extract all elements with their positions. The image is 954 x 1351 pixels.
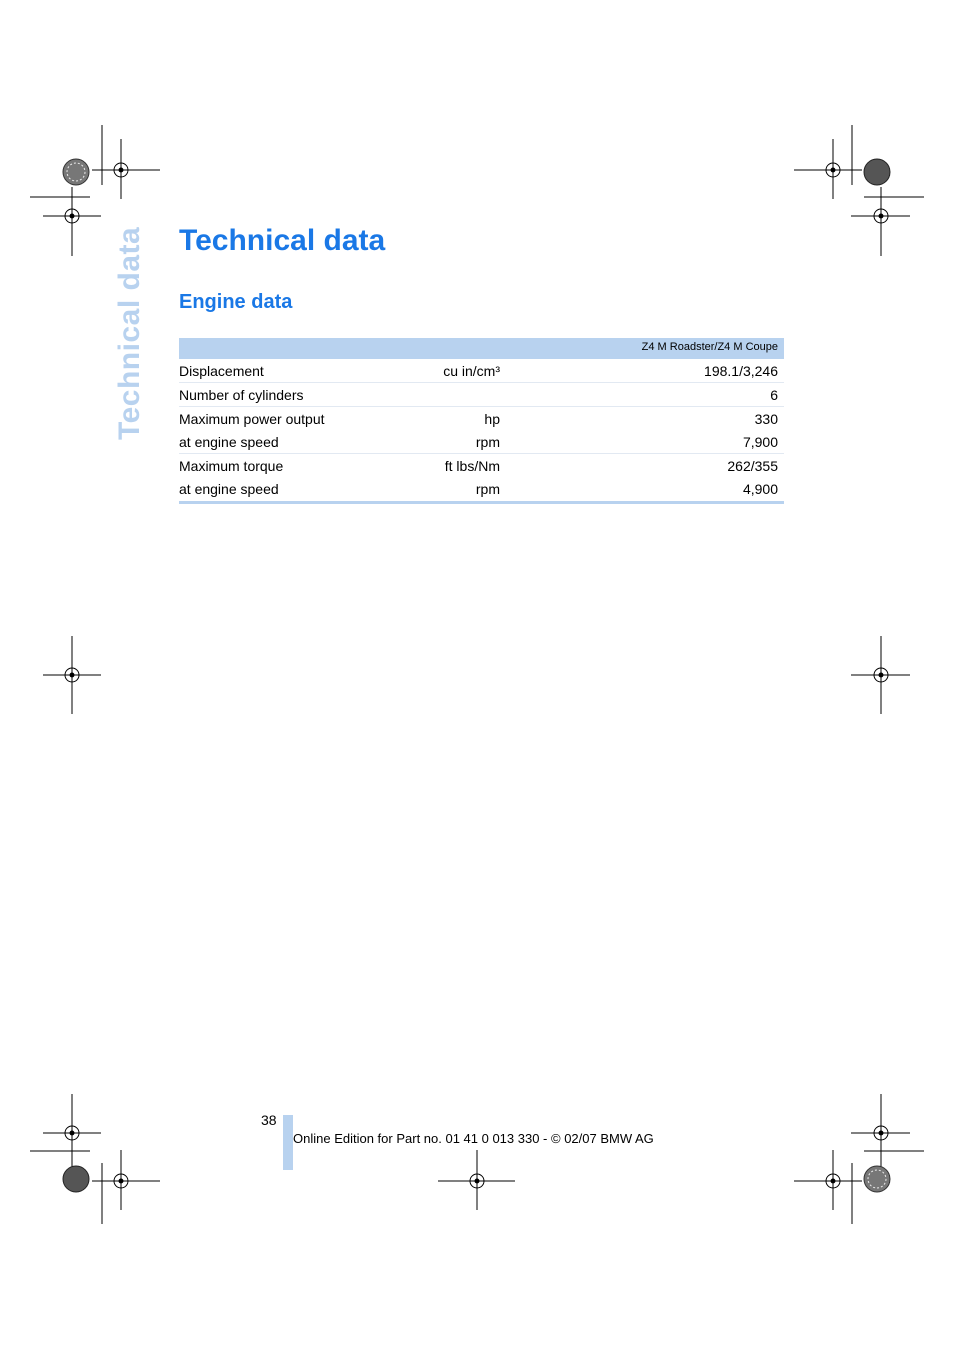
table-row <box>179 454 784 477</box>
row-label: Number of cylinders <box>179 387 304 403</box>
table-row <box>179 383 784 407</box>
page-title: Technical data <box>179 224 386 257</box>
table-row <box>179 359 784 383</box>
row-unit: rpm <box>475 434 500 450</box>
row-value: 262/355 <box>727 458 778 474</box>
row-value: 198.1/3,246 <box>704 363 778 379</box>
table-bottom-rule <box>179 501 784 504</box>
row-value: 330 <box>754 411 778 427</box>
footer-edition-text: Online Edition for Part no. 01 41 0 013 330 - © 02/07 BMW AG <box>293 1131 654 1146</box>
table-row <box>179 407 784 430</box>
row-value: 4,900 <box>742 481 778 497</box>
table-row <box>179 430 784 454</box>
column-header-model: Z4 M Roadster/Z4 M Coupe <box>641 341 778 353</box>
row-unit: hp <box>484 411 500 427</box>
row-unit: ft lbs/Nm <box>444 458 500 474</box>
row-label: Maximum power output <box>179 411 325 427</box>
row-label: at engine speed <box>179 434 279 450</box>
section-title: Engine data <box>179 291 293 313</box>
row-label: Displacement <box>179 363 264 379</box>
row-label: at engine speed <box>179 481 279 497</box>
row-unit: rpm <box>475 481 500 497</box>
footer-accent-bar <box>283 1115 293 1170</box>
table-row <box>179 477 784 500</box>
row-unit: cu in/cm³ <box>443 363 500 379</box>
table-header <box>179 338 784 359</box>
side-tab-label: Technical data <box>113 226 146 440</box>
engine-data-table <box>179 338 784 504</box>
row-label: Maximum torque <box>179 458 284 474</box>
row-value: 7,900 <box>742 434 778 450</box>
page-number: 38 <box>261 1112 277 1128</box>
row-value: 6 <box>770 387 778 403</box>
